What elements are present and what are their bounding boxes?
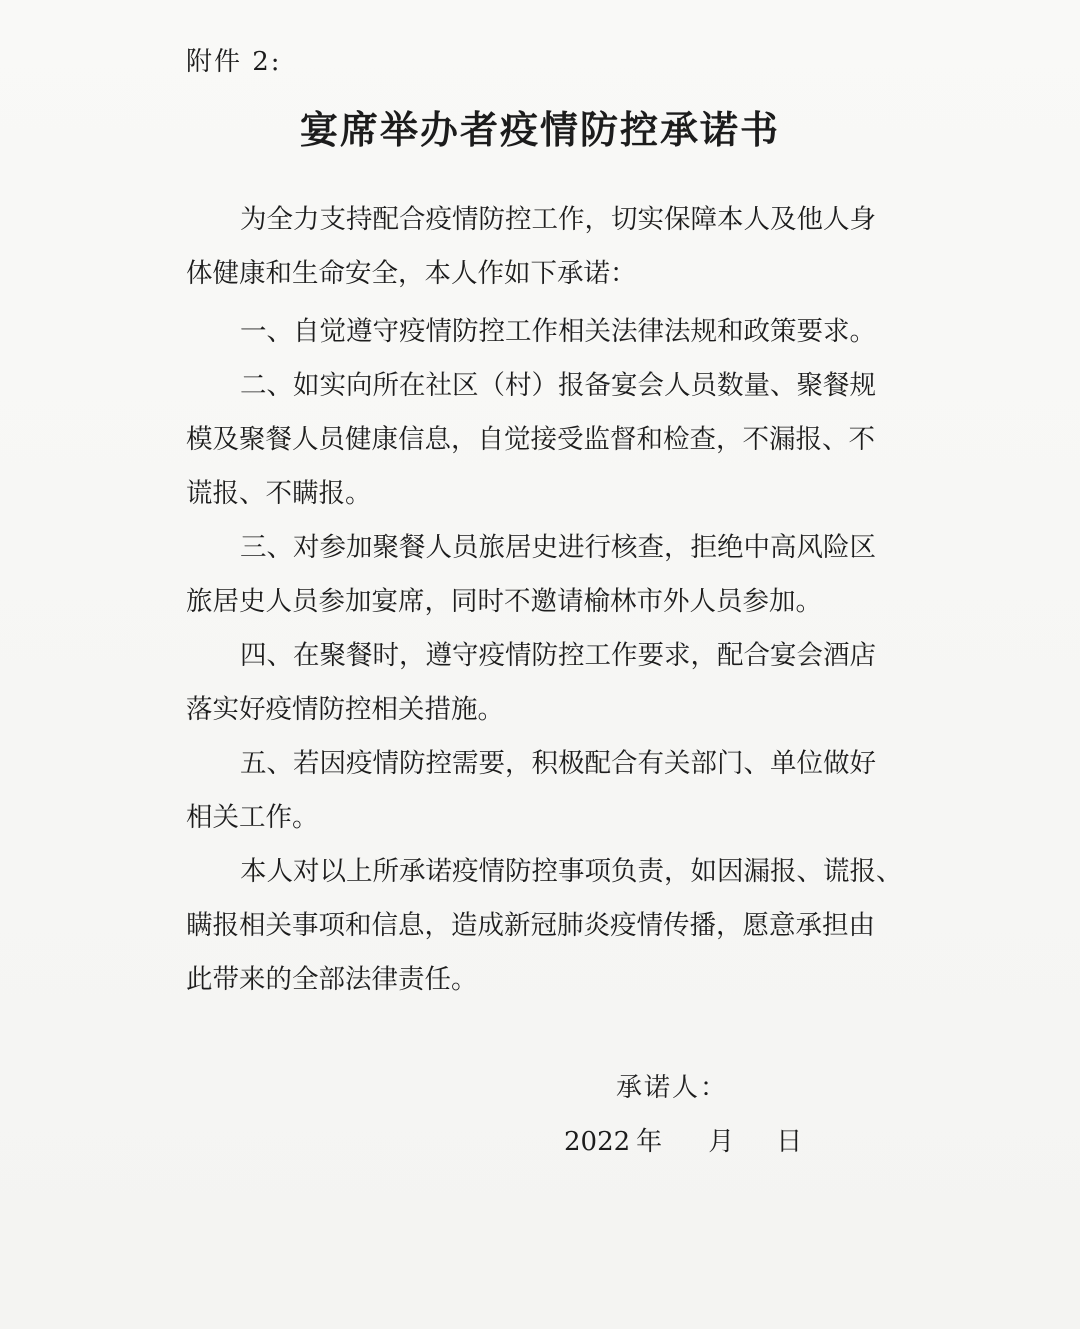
body-line: 五、若因疫情防控需要，积极配合有关部门、单位做好 — [240, 748, 876, 779]
body-line: 此带来的全部法律责任。 — [186, 964, 478, 995]
date-month-unit: 月 — [708, 1127, 735, 1157]
body-line: 为全力支持配合疫情防控工作，切实保障本人及他人身 — [240, 204, 876, 235]
body-line: 旅居史人员参加宴席，同时不邀请榆林市外人员参加。 — [186, 586, 822, 617]
date-year-unit: 年 — [636, 1127, 663, 1157]
body-line: 落实好疫情防控相关措施。 — [186, 694, 504, 725]
signature-date — [564, 1122, 802, 1162]
body-line: 四、在聚餐时，遵守疫情防控工作要求，配合宴会酒店 — [240, 640, 876, 671]
body-line: 一、自觉遵守疫情防控工作相关法律法规和政策要求。 — [240, 316, 876, 347]
body-line: 二、如实向所在社区（村）报备宴会人员数量、聚餐规 — [240, 370, 876, 401]
body-line: 谎报、不瞒报。 — [186, 478, 372, 509]
date-year: 2022 — [564, 1127, 631, 1157]
body-line: 瞒报相关事项和信息，造成新冠肺炎疫情传播，愿意承担由 — [186, 910, 875, 941]
document-title: 宴席举办者疫情防控承诺书 — [299, 107, 780, 152]
signer-label: 承诺人： — [616, 1073, 729, 1103]
date-day-unit: 日 — [776, 1127, 803, 1157]
body-line: 本人对以上所承诺疫情防控事项负责，如因漏报、谎报、 — [240, 856, 903, 887]
body-line: 体健康和生命安全，本人作如下承诺： — [186, 258, 637, 289]
body-line: 相关工作。 — [186, 802, 319, 833]
body-line: 模及聚餐人员健康信息，自觉接受监督和检查，不漏报、不 — [186, 424, 875, 455]
attachment-label: 附件 2: — [186, 47, 282, 77]
body-line: 三、对参加聚餐人员旅居史进行核查，拒绝中高风险区 — [240, 532, 876, 563]
